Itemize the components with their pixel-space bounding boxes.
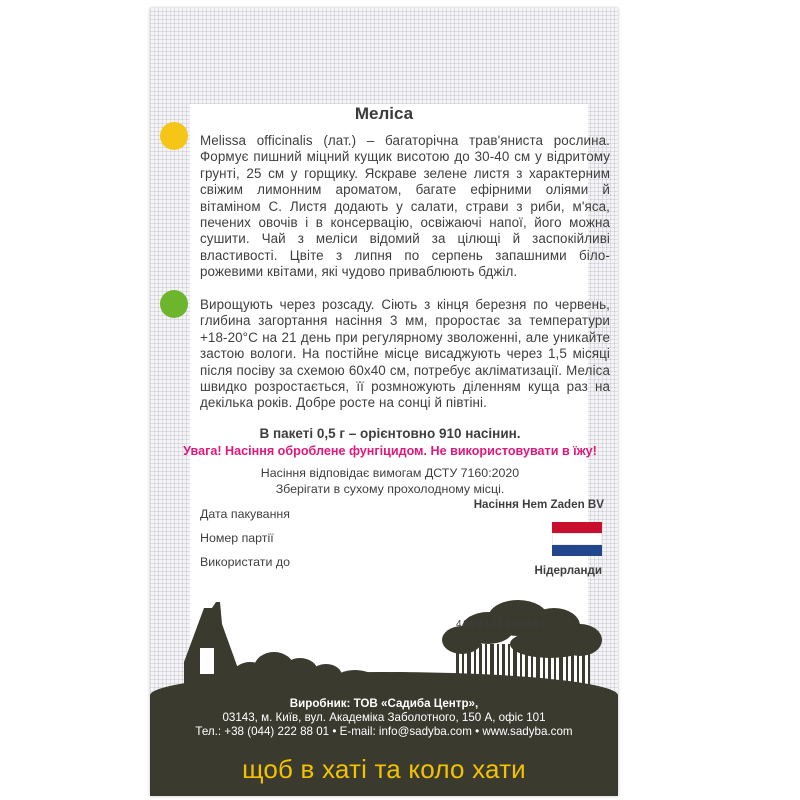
manufacturer-footer [150, 672, 618, 796]
manufacturer-contacts: Тел.: +38 (044) 222 88 01 • E-mail: info@sadyba.com • www.sadyba.com [195, 725, 573, 738]
product-description: Melissa officinalis (лат.) – багаторічна трав'яниста рослина. Формує пишний міцний кущик висотою до 30-40 см у відритому грунті, 25 см у горщику. Яскраве зелене листя з характерним свіжим лимонним ароматом, багате ефірними оліями й вітаміном С. Листя додають у салати, страви з риби, м'яса, печених овочів і в консервацію, освіжаючі напої, його можна сушити. Чай з меліси відомий за цілющі й заспокійливі властивості. Цвіте з липня по серпень запашними біло-рожевими квітами, які чудово приваблюють бджіл. [200, 133, 610, 280]
yellow-bullet-icon [160, 122, 188, 150]
storage-instructions: Зберігати в сухому прохолодному місці. [275, 482, 505, 496]
country-name: Нідерланди [534, 564, 602, 577]
batch-number-label: Номер партії [200, 531, 274, 545]
manufacturer-name: Виробник: ТОВ «Садиба Центр», [289, 697, 479, 710]
packing-date-label: Дата пакування [200, 507, 290, 521]
pack-info: В пакеті 0,5 г – орієнтовно 910 насінин. [259, 426, 521, 441]
green-bullet-icon [160, 290, 188, 318]
growing-instructions: Вирощують через розсаду. Сіють з кінця березня по червень, глибина загортання насіння 3 мм, проростає за температури +18-20°С на 21 день при регулярному зволоженні, але уникайте застою вологи. На постійне місце висаджують через 1,5 місяці після посіву за схемою 60х40 см, потребує акліматизації. Меліса швидко розростається, її розмножують діленням куща раз на декілька років. Добре росте на сонці й півтіні. [200, 297, 610, 411]
netherlands-flag-icon [552, 522, 602, 556]
barcode-number: 4823111403357 [456, 619, 548, 630]
product-title: Меліса [354, 104, 414, 123]
use-by-label: Використати до [200, 555, 290, 569]
manufacturer-address: 03143, м. Київ, вул. Академіка Заболотного, 150 А, офіс 101 [222, 711, 546, 724]
seed-packet-back [150, 8, 618, 796]
fungicide-warning: Увага! Насіння оброблене фунгіцидом. Не використовувати в їжу! [183, 444, 597, 458]
supplier-name: Насіння Hem Zaden BV [473, 498, 604, 511]
brand-slogan: щоб в хаті та коло хати [242, 754, 526, 784]
standard-compliance: Насіння відповідає вимогам ДСТУ 7160:2020 [260, 466, 520, 480]
